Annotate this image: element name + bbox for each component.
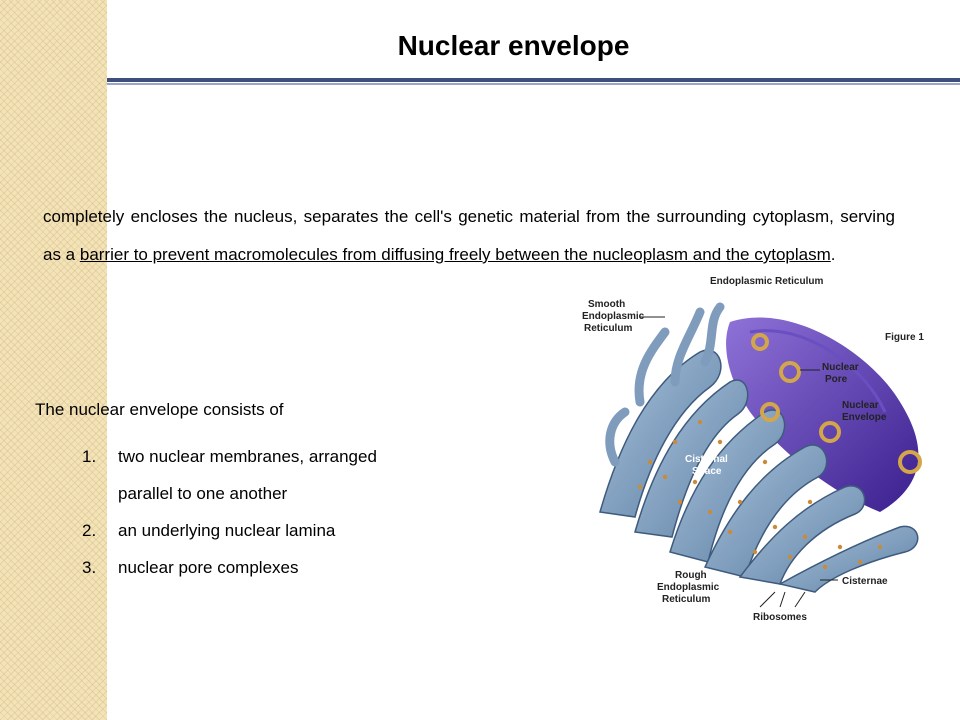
components-list xyxy=(82,438,377,586)
paragraph-text: completely encloses the nucleus, separates the cell's genetic material from the surrounding cytoplasm, serving as a xyxy=(43,207,895,264)
title-divider-shadow xyxy=(107,83,960,85)
svg-text:Reticulum: Reticulum xyxy=(662,594,711,605)
paragraph-end: . xyxy=(830,245,836,264)
svg-text:Pore: Pore xyxy=(825,374,848,385)
svg-text:Reticulum: Reticulum xyxy=(584,323,633,334)
svg-text:Envelope: Envelope xyxy=(842,412,887,423)
list-intro: The nuclear envelope consists of xyxy=(35,400,284,419)
svg-text:Cisternal: Cisternal xyxy=(685,454,728,465)
svg-text:Nuclear: Nuclear xyxy=(822,362,859,373)
figure-number: Figure 1 xyxy=(885,332,924,343)
svg-text:Endoplasmic: Endoplasmic xyxy=(657,582,720,593)
title-divider xyxy=(107,78,960,82)
svg-text:Nuclear: Nuclear xyxy=(842,400,879,411)
svg-text:Space: Space xyxy=(692,466,722,477)
svg-text:Smooth: Smooth xyxy=(588,299,626,310)
svg-text:Rough: Rough xyxy=(675,570,707,581)
list-item: 3. nuclear pore complexes xyxy=(82,558,299,577)
svg-text:Endoplasmic: Endoplasmic xyxy=(582,311,645,322)
list-item: 2. an underlying nuclear lamina xyxy=(82,521,336,540)
page-title: Nuclear envelope xyxy=(397,30,630,61)
list-item: 1. two nuclear membranes, arranged xyxy=(82,447,377,466)
figure-title: Endoplasmic Reticulum xyxy=(710,276,824,287)
paragraph-underlined-text: barrier to prevent macromolecules from diffusing freely between the nucleoplasm and the cytoplasm xyxy=(79,245,831,264)
list-item-continuation: parallel to one another xyxy=(118,484,288,503)
er-illustration xyxy=(580,262,960,627)
svg-text:Ribosomes: Ribosomes xyxy=(753,612,807,623)
decorative-side-strip xyxy=(0,0,107,720)
svg-text:Cisternae: Cisternae xyxy=(842,576,888,587)
